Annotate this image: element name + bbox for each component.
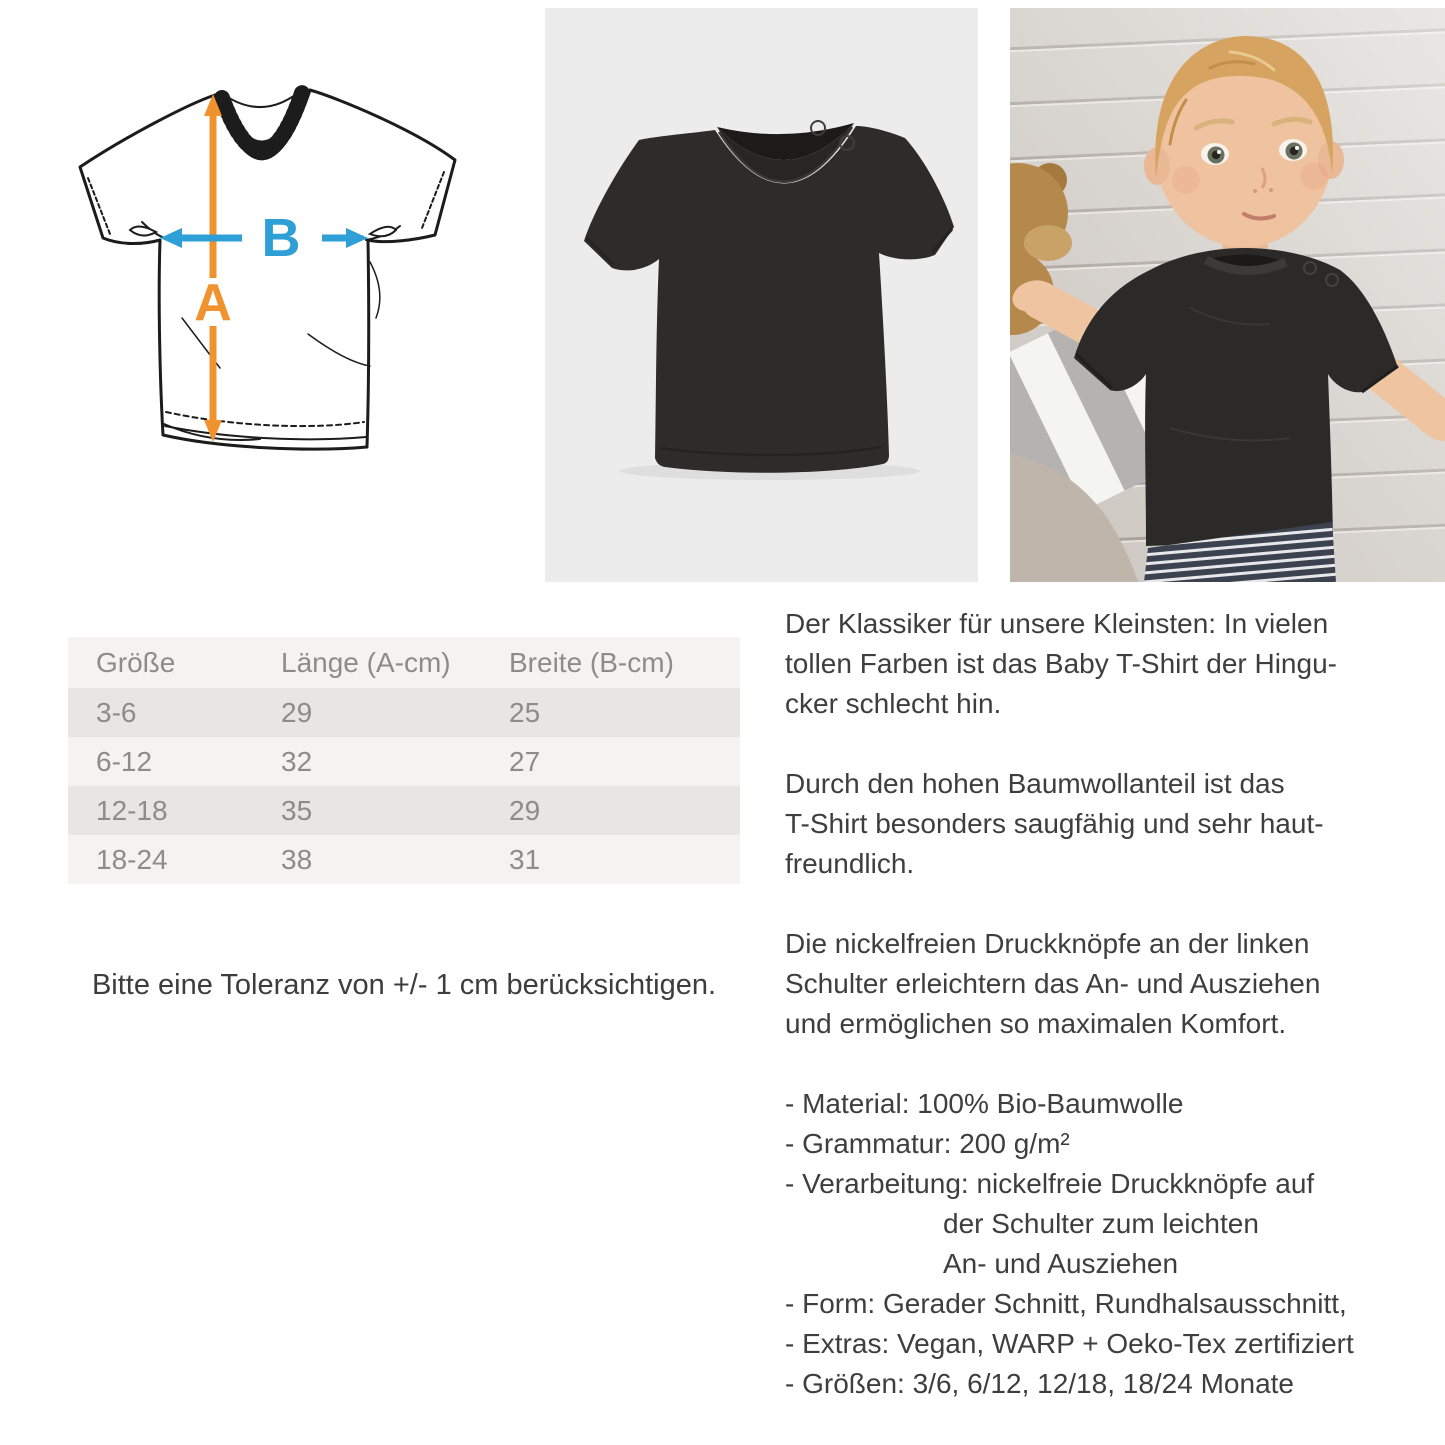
description-line: und ermöglichen so maximalen Komfort.: [785, 1008, 1287, 1039]
length-cell: 32: [253, 737, 481, 786]
col-header-width: Breite (B-cm): [481, 637, 740, 688]
attribute-verarbeitung: - Verarbeitung: nickelfreie Druckknöpfe auf: [785, 1168, 1315, 1199]
description-line: Die nickelfreien Druckknöpfe an der linken: [785, 928, 1310, 959]
description-paragraph-1: [785, 604, 1435, 724]
size-row: [68, 688, 740, 737]
measurement-diagram-svg: [70, 82, 460, 457]
baby-photo-svg: [1010, 8, 1445, 582]
size-table-section: [68, 637, 740, 884]
baby-model-photo: [1010, 8, 1445, 582]
description-line: freundlich.: [785, 848, 915, 879]
product-description: [785, 604, 1435, 1404]
size-row: [68, 835, 740, 884]
col-header-size: Größe: [68, 637, 253, 688]
description-line: cker schlecht hin.: [785, 688, 1002, 719]
size-cell: 18-24: [68, 835, 253, 884]
description-line: Der Klassiker für unsere Kleinsten: In vielen: [785, 608, 1329, 639]
description-line: tollen Farben ist das Baby T-Shirt der Hingu-: [785, 648, 1337, 679]
size-row: [68, 737, 740, 786]
description-line: Durch den hohen Baumwollanteil ist das: [785, 768, 1285, 799]
size-measurement-diagram: [70, 82, 460, 457]
attribute-extras: - Extras: Vegan, WARP + Oeko-Tex zertifiziert: [785, 1328, 1354, 1359]
size-table-header-row: [68, 637, 740, 688]
attribute-material: - Material: 100% Bio-Baumwolle: [785, 1088, 1184, 1119]
width-cell: 27: [481, 737, 740, 786]
length-cell: 38: [253, 835, 481, 884]
product-attributes-list: [785, 1084, 1435, 1404]
description-paragraph-2: [785, 764, 1435, 884]
size-row: [68, 786, 740, 835]
tolerance-note: Bitte eine Toleranz von +/- 1 cm berücksichtigen.: [91, 969, 717, 1001]
description-paragraph-3: [785, 924, 1435, 1044]
size-cell: 3-6: [68, 688, 253, 737]
label-a: A: [194, 274, 232, 332]
size-table: [68, 637, 740, 884]
size-cell: 12-18: [68, 786, 253, 835]
length-cell: 35: [253, 786, 481, 835]
attribute-form: - Form: Gerader Schnitt, Rundhalsausschnitt,: [785, 1288, 1347, 1319]
size-cell: 6-12: [68, 737, 253, 786]
length-cell: 29: [253, 688, 481, 737]
attribute-verarbeitung-cont: der Schulter zum leichten: [943, 1208, 1259, 1239]
description-line: T-Shirt besonders saugfähig und sehr haut-: [785, 808, 1324, 839]
width-cell: 31: [481, 835, 740, 884]
attribute-verarbeitung-cont: An- und Ausziehen: [943, 1248, 1179, 1279]
col-header-length: Länge (A-cm): [253, 637, 481, 688]
product-photo-svg: [545, 8, 978, 582]
attribute-groessen: - Größen: 3/6, 6/12, 12/18, 18/24 Monate: [785, 1368, 1294, 1399]
width-cell: 29: [481, 786, 740, 835]
label-b: B: [261, 208, 301, 268]
description-line: Schulter erleichtern das An- und Ausziehen: [785, 968, 1321, 999]
attribute-grammatur: - Grammatur: 200 g/m²: [785, 1128, 1070, 1159]
width-cell: 25: [481, 688, 740, 737]
product-photo-black-tshirt: [545, 8, 978, 582]
